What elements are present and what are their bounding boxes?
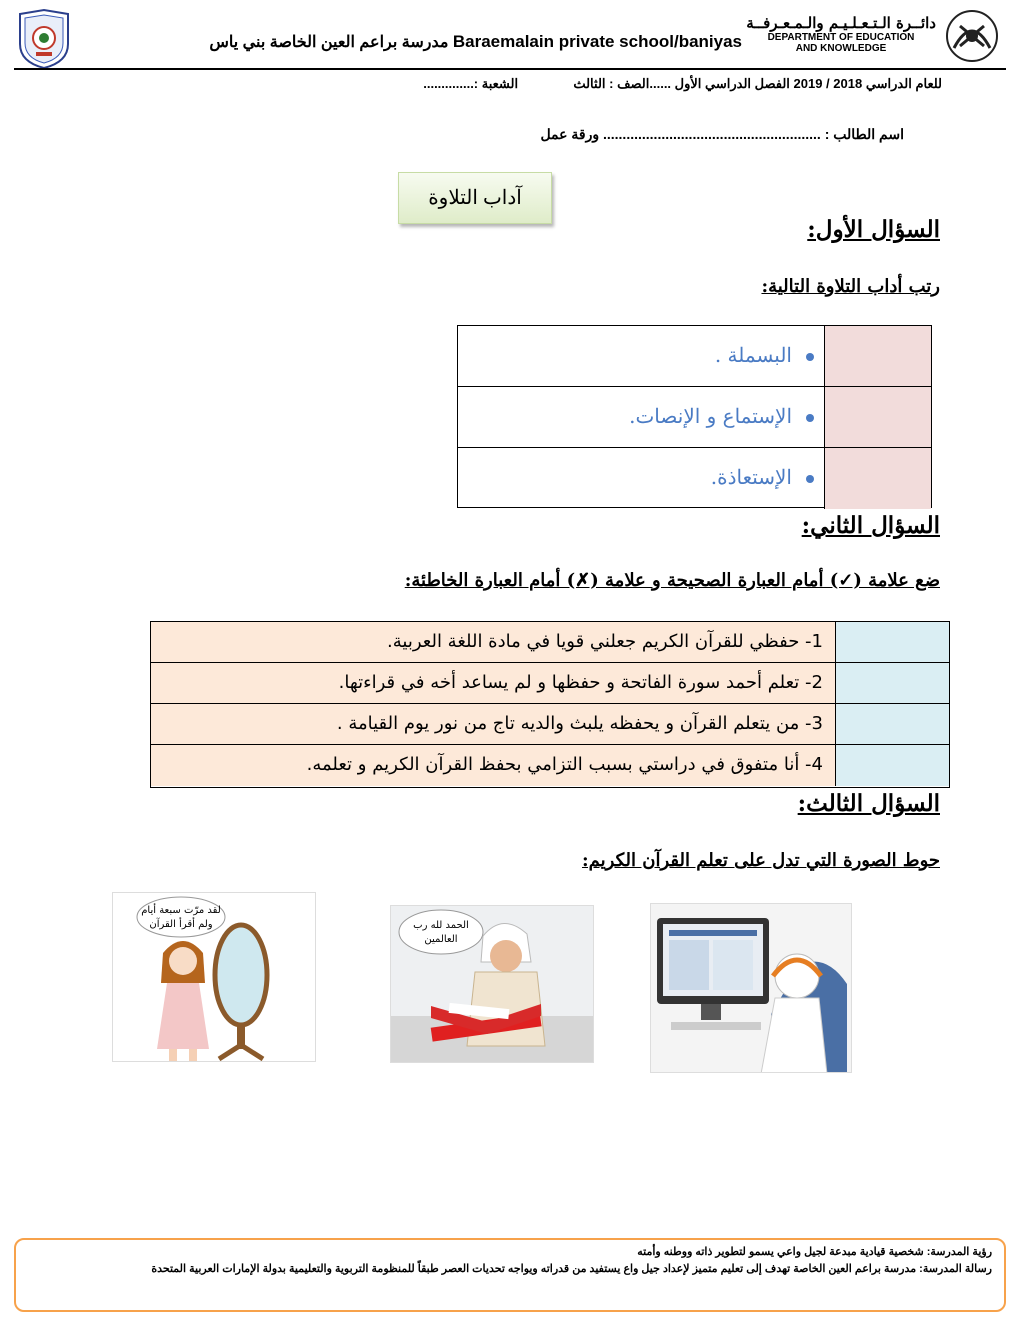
topic-label: آداب التلاوة (398, 172, 552, 224)
table-row (458, 448, 931, 509)
question-2-title: السؤال الثاني: (801, 512, 940, 539)
student-name-line: اسم الطالب : ........................................................ ورقة عمل (540, 126, 904, 142)
statement: 3- من يتعلم القرآن و يحفظه يلبث والديه تاج من نور يوم القيامة . (151, 704, 835, 744)
answer-mark-cell[interactable] (835, 622, 949, 662)
department-name-ar: دائــرة الـتـعـلـيـم والـمـعـرفــة (746, 14, 936, 32)
table-row (151, 745, 949, 786)
answer-mark-cell[interactable] (835, 745, 949, 786)
school-name (160, 32, 742, 52)
section-field: الشعبة :.............. (423, 76, 519, 91)
question-1-title: السؤال الأول: (807, 216, 940, 243)
order-answer-cell[interactable] (824, 448, 931, 509)
table-row (151, 622, 949, 663)
order-answer-cell[interactable] (824, 326, 931, 386)
picture-boy-reading-quran[interactable] (390, 905, 594, 1063)
school-logo (16, 8, 72, 70)
statement: 2- تعلم أحمد سورة الفاتحة و حفظها و لم يساعد أخه في قراءتها. (151, 663, 835, 703)
school-mission: رسالة المدرسة: مدرسة براعم العين الخاصة تهدف إلى تعليم متميز لإعداد جيل واع يستفيد من قدراته ويواجه تحديات العصر طبقاً للمنظومة التربوية والتعليمية بدولة الإمارات العربية المتحدة (151, 1263, 992, 1275)
school-vision-mission-box (14, 1238, 1006, 1312)
worksheet-info-line (196, 76, 942, 92)
bullet-icon (806, 414, 814, 422)
speech-bubble-line-2: العالمين (424, 934, 458, 945)
true-false-table (150, 621, 950, 788)
picture-girl-mirror[interactable] (112, 892, 316, 1062)
question-3-title: السؤال الثالث: (797, 790, 940, 817)
department-logo (940, 8, 1004, 64)
question-1-instruction: رتب أداب التلاوة التالية: (761, 276, 940, 297)
answer-mark-cell[interactable] (835, 663, 949, 703)
question-3-instruction: حوط الصورة التي تدل على تعلم القرآن الكريم: (582, 850, 940, 871)
school-vision: رؤية المدرسة: شخصية قيادية مبدعة لجيل واعي يسمو لتطوير ذاته ووطنه وأمته (637, 1246, 992, 1258)
answer-mark-cell[interactable] (835, 704, 949, 744)
statement: 4- أنا متفوق في دراستي بسبب التزامي بحفظ القرآن الكريم و تعلمه. (151, 745, 835, 786)
department-name-en-1: DEPARTMENT OF EDUCATION (767, 32, 915, 43)
table-row (458, 387, 931, 448)
table-row (458, 326, 931, 387)
speech-bubble-line-1: الحمد لله رب (413, 920, 469, 931)
bullet-icon (806, 475, 814, 483)
academic-year: للعام الدراسي 2018 / 2019 الفصل الدراسي الأول ......الصف : الثالث (573, 76, 942, 91)
order-item: البسملة . (714, 343, 792, 367)
table-row (151, 704, 949, 745)
header-divider (14, 68, 1006, 70)
department-name (746, 14, 936, 54)
speech-bubble-line-2: ولم أقرأ القرآن (149, 919, 213, 930)
picture-boy-computer[interactable] (650, 903, 852, 1073)
school-name-en: Baraemalain private school/baniyas (452, 32, 742, 51)
order-item: الإستعاذة. (710, 465, 792, 489)
order-item: الإستماع و الإنصات. (629, 404, 792, 428)
speech-bubble-line-1: لقد مرّت سبعة أيام (141, 905, 221, 916)
bullet-icon (806, 353, 814, 361)
ordering-table (457, 325, 932, 508)
statement: 1- حفظي للقرآن الكريم جعلني قويا في مادة اللغة العربية. (151, 622, 835, 662)
question-2-instruction: ضع علامة (✓) أمام العبارة الصحيحة و علامة (✗) أمام العبارة الخاطئة: (404, 570, 940, 591)
department-name-en-2: AND KNOWLEDGE (795, 43, 887, 54)
order-answer-cell[interactable] (824, 387, 931, 447)
school-name-ar: مدرسة براعم العين الخاصة بني ياس (209, 34, 449, 51)
table-row (151, 663, 949, 704)
